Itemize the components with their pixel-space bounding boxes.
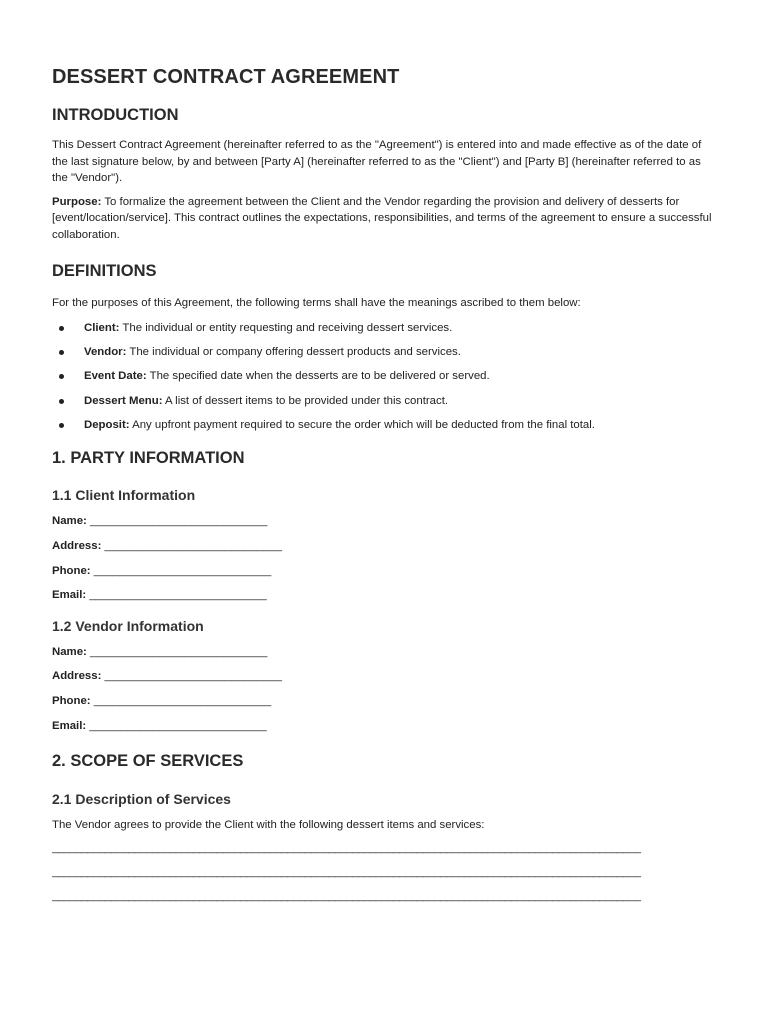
field-blank: ____________________________ [101,540,282,553]
definition-item-deposit [52,417,718,441]
document-title: DESSERT CONTRACT AGREEMENT [52,66,400,88]
definition-text: The specified date when the desserts are to be delivered or served. [146,370,490,383]
definition-item-vendor [52,344,718,368]
definition-text: Any upfront payment required to secure the order which will be deducted from the final total. [129,419,595,432]
introduction-heading: INTRODUCTION [52,106,179,124]
definitions-lead: For the purposes of this Agreement, the following terms shall have the meanings ascribed to them below: [52,297,581,309]
vendor-name-field[interactable] [52,644,718,669]
definition-item-event-date [52,368,718,392]
definitions-list [52,320,718,442]
definitions-heading: DEFINITIONS [52,262,157,280]
definition-term: Deposit: [84,419,130,432]
bullet-icon [59,399,64,404]
description-blank-line[interactable]: ____________________________________________________________________________________________________ [52,865,641,878]
introduction-paragraph: This Dessert Contract Agreement (hereinafter referred to as the "Agreement") is entered into and made effective as of the date of the last signature below, by and between [Party A] (hereinafter referred to as the "Client") and [Party B] (hereinafter referred to as the "Vendor"). [52,139,702,184]
scope-of-services-heading: 2. SCOPE OF SERVICES [52,752,244,771]
purpose-label: Purpose: [52,195,102,208]
party-information-heading: 1. PARTY INFORMATION [52,449,245,468]
definition-item-client [52,320,718,344]
field-label: Address: [52,540,102,553]
field-blank: ____________________________ [90,695,272,708]
definition-term: Vendor: [84,345,127,358]
bullet-icon [59,350,64,355]
definition-text: The individual or company offering dessert products and services. [126,345,461,358]
definition-item-dessert-menu [52,393,718,417]
description-blank-line[interactable]: ____________________________________________________________________________________________________ [52,841,641,854]
field-blank: ____________________________ [86,645,268,658]
vendor-email-field[interactable] [52,718,718,743]
definition-text: The individual or entity requesting and receiving dessert services. [119,321,453,334]
field-blank: ____________________________ [86,589,267,602]
definition-text: A list of dessert items to be provided under this contract. [162,394,449,407]
purpose-paragraph [52,194,718,244]
bullet-icon [59,374,64,379]
description-blank-line[interactable]: ____________________________________________________________________________________________________ [52,889,641,902]
definition-term: Event Date: [84,370,147,383]
client-address-field[interactable] [52,538,718,563]
bullet-icon [59,326,64,331]
field-label: Phone: [52,564,91,577]
bullet-icon [59,423,64,428]
field-blank: ____________________________ [86,515,268,528]
field-label: Address: [52,670,102,683]
field-label: Email: [52,589,87,602]
definition-term: Dessert Menu: [84,394,163,407]
vendor-address-field[interactable] [52,668,718,693]
client-phone-field[interactable] [52,563,718,588]
field-blank: ____________________________ [86,719,267,732]
field-label: Name: [52,515,87,528]
field-blank: ____________________________ [101,670,282,683]
field-label: Name: [52,645,87,658]
vendor-phone-field[interactable] [52,693,718,718]
field-blank: ____________________________ [90,564,272,577]
client-email-field[interactable] [52,587,718,612]
description-lead: The Vendor agrees to provide the Client with the following dessert items and services: [52,819,485,832]
client-information-heading: 1.1 Client Information [52,487,196,504]
description-of-services-heading: 2.1 Description of Services [52,791,231,808]
vendor-information-heading: 1.2 Vendor Information [52,617,204,634]
field-label: Email: [52,719,87,732]
field-label: Phone: [52,695,91,708]
client-name-field[interactable] [52,513,718,538]
purpose-text: To formalize the agreement between the Client and the Vendor regarding the provision and delivery of desserts for [event/location/service]. This contract outlines the expectations, responsibilities, and terms of the agreement to ensure a successful collaboration. [52,195,712,241]
definition-term: Client: [84,321,120,334]
